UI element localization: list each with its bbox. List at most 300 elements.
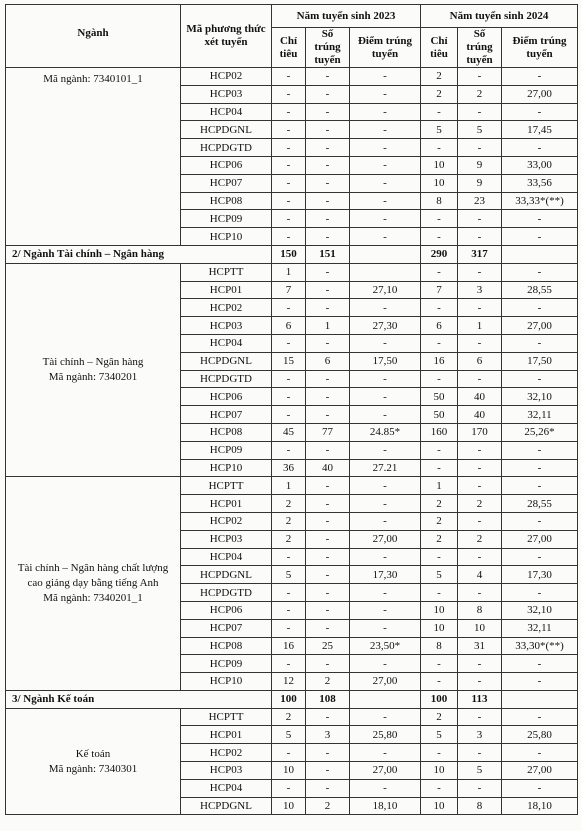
score-2024: 33,00	[502, 156, 578, 174]
admitted-2024: -	[458, 779, 502, 797]
quota-2024: 50	[421, 406, 458, 424]
score-2023: 23,50*	[350, 637, 421, 655]
quota-2023: -	[272, 156, 306, 174]
score-2023: 27,00	[350, 762, 421, 780]
admitted-2024: -	[458, 708, 502, 726]
score-2023: -	[350, 441, 421, 459]
quota-2024: -	[421, 139, 458, 157]
quota-2023: -	[272, 121, 306, 139]
quota-2024: 10	[421, 762, 458, 780]
quota-2023: -	[272, 744, 306, 762]
header-method: Mã phương thức xét tuyển	[181, 5, 272, 68]
quota-2023: -	[272, 139, 306, 157]
admitted-2024: -	[458, 548, 502, 566]
quota-2024: -	[421, 441, 458, 459]
score-2024: 18,10	[502, 797, 578, 815]
method-code: HCP01	[181, 281, 272, 299]
quota-2023: -	[272, 103, 306, 121]
score-2023: 17,30	[350, 566, 421, 584]
admitted-2024: 40	[458, 388, 502, 406]
admitted-2024: -	[458, 441, 502, 459]
score-2024: -	[502, 370, 578, 388]
score-2023: 27,00	[350, 673, 421, 691]
quota-2023: 12	[272, 673, 306, 691]
method-code: HCPTT	[181, 263, 272, 281]
method-code: HCP08	[181, 192, 272, 210]
quota-2024: -	[421, 228, 458, 246]
score-2024: 33,30*(**)	[502, 637, 578, 655]
score-2023: -	[350, 619, 421, 637]
quota-2023: 2	[272, 530, 306, 548]
score-2023: -	[350, 192, 421, 210]
admitted-2024: 5	[458, 762, 502, 780]
score-2024: -	[502, 744, 578, 762]
section-total-quota-2024: 100	[421, 690, 458, 708]
admitted-2024: 3	[458, 726, 502, 744]
score-2023: -	[350, 779, 421, 797]
quota-2023: -	[272, 619, 306, 637]
quota-2023: 2	[272, 708, 306, 726]
method-code: HCPDGTD	[181, 370, 272, 388]
major-line: cao giảng dạy bằng tiếng Anh	[27, 577, 159, 590]
admitted-2023: -	[306, 334, 350, 352]
score-2024: -	[502, 441, 578, 459]
quota-2024: 10	[421, 156, 458, 174]
score-2024: 32,11	[502, 406, 578, 424]
admitted-2023: -	[306, 174, 350, 192]
quota-2024: -	[421, 655, 458, 673]
quota-2023: 36	[272, 459, 306, 477]
method-code: HCP04	[181, 548, 272, 566]
quota-2024: -	[421, 103, 458, 121]
major-line: Tài chính – Ngân hàng	[42, 356, 144, 369]
score-2024: 32,10	[502, 388, 578, 406]
quota-2023: 6	[272, 317, 306, 335]
score-2023: -	[350, 584, 421, 602]
table-row	[6, 68, 578, 86]
admitted-2024: 170	[458, 423, 502, 441]
score-2023: -	[350, 744, 421, 762]
score-2024: 32,11	[502, 619, 578, 637]
score-2023: -	[350, 228, 421, 246]
admitted-2023: -	[306, 406, 350, 424]
score-2023: -	[350, 406, 421, 424]
admitted-2024: 8	[458, 797, 502, 815]
quota-2024: -	[421, 779, 458, 797]
score-2024: 17,30	[502, 566, 578, 584]
admitted-2024: 2	[458, 530, 502, 548]
table-row	[6, 477, 578, 495]
admitted-2023: 25	[306, 637, 350, 655]
score-2023: -	[350, 103, 421, 121]
score-2024: 27,00	[502, 85, 578, 103]
admitted-2024: 3	[458, 281, 502, 299]
section-total-score-2024	[502, 245, 578, 263]
method-code: HCP03	[181, 85, 272, 103]
quota-2023: -	[272, 370, 306, 388]
admitted-2024: 8	[458, 601, 502, 619]
score-2023: 27,10	[350, 281, 421, 299]
score-2023: -	[350, 370, 421, 388]
major-name-cell	[6, 263, 181, 477]
method-code: HCP09	[181, 441, 272, 459]
quota-2023: -	[272, 548, 306, 566]
admitted-2023: -	[306, 210, 350, 228]
score-2023: -	[350, 174, 421, 192]
major-line: Mã ngành: 7340301	[48, 762, 138, 775]
score-2023: -	[350, 85, 421, 103]
method-code: HCPDGTD	[181, 139, 272, 157]
section-header-row	[6, 690, 578, 708]
header-admitted-2024: Số trúng tuyển	[458, 28, 502, 68]
quota-2023: -	[272, 68, 306, 86]
score-2023	[350, 263, 421, 281]
quota-2023: -	[272, 441, 306, 459]
quota-2023: 2	[272, 512, 306, 530]
admitted-2023: 6	[306, 352, 350, 370]
score-2024: -	[502, 708, 578, 726]
admitted-2024: -	[458, 103, 502, 121]
quota-2023: 15	[272, 352, 306, 370]
quota-2024: -	[421, 370, 458, 388]
admitted-2023: -	[306, 477, 350, 495]
section-total-quota-2023: 100	[272, 690, 306, 708]
quota-2024: -	[421, 334, 458, 352]
admitted-2023: -	[306, 388, 350, 406]
admitted-2024: -	[458, 228, 502, 246]
score-2024: -	[502, 584, 578, 602]
method-code: HCP06	[181, 388, 272, 406]
quota-2023: -	[272, 584, 306, 602]
admitted-2024: -	[458, 477, 502, 495]
admitted-2024: -	[458, 68, 502, 86]
major-name-cell	[6, 708, 181, 815]
method-code: HCP10	[181, 673, 272, 691]
section-total-quota-2024: 290	[421, 245, 458, 263]
admitted-2024: -	[458, 744, 502, 762]
major-line: Tài chính – Ngân hàng chất lượng	[17, 562, 169, 575]
method-code: HCPTT	[181, 477, 272, 495]
admitted-2024: -	[458, 655, 502, 673]
quota-2024: 2	[421, 85, 458, 103]
score-2023: 18,10	[350, 797, 421, 815]
admitted-2023: -	[306, 156, 350, 174]
header-admitted-2023: Số trúng tuyển	[306, 28, 350, 68]
method-code: HCP07	[181, 619, 272, 637]
method-code: HCP09	[181, 655, 272, 673]
quota-2024: 2	[421, 530, 458, 548]
admitted-2023: -	[306, 68, 350, 86]
score-2023: -	[350, 121, 421, 139]
score-2024: 25,26*	[502, 423, 578, 441]
admitted-2023: -	[306, 441, 350, 459]
admitted-2023: -	[306, 762, 350, 780]
score-2024: -	[502, 139, 578, 157]
admitted-2024: 2	[458, 85, 502, 103]
quota-2023: -	[272, 85, 306, 103]
section-total-admitted-2023: 108	[306, 690, 350, 708]
score-2023: -	[350, 495, 421, 513]
quota-2023: 1	[272, 263, 306, 281]
method-code: HCP04	[181, 103, 272, 121]
quota-2024: 5	[421, 726, 458, 744]
header-year-2024: Năm tuyển sinh 2024	[421, 5, 578, 28]
quota-2023: 5	[272, 566, 306, 584]
admitted-2024: -	[458, 210, 502, 228]
admitted-2023: -	[306, 744, 350, 762]
score-2023: -	[350, 512, 421, 530]
method-code: HCP10	[181, 459, 272, 477]
quota-2023: -	[272, 779, 306, 797]
admitted-2023: -	[306, 121, 350, 139]
quota-2024: 10	[421, 619, 458, 637]
score-2024: -	[502, 512, 578, 530]
score-2024: 28,55	[502, 495, 578, 513]
admitted-2024: -	[458, 512, 502, 530]
method-code: HCP02	[181, 512, 272, 530]
admitted-2023: -	[306, 708, 350, 726]
quota-2023: 7	[272, 281, 306, 299]
admitted-2024: -	[458, 263, 502, 281]
major-line: Mã ngành: 7340201_1	[43, 592, 143, 605]
score-2024: 33,33*(**)	[502, 192, 578, 210]
score-2023: -	[350, 299, 421, 317]
method-code: HCP08	[181, 637, 272, 655]
section-title: 3/ Ngành Kế toán	[6, 690, 272, 708]
quota-2024: -	[421, 299, 458, 317]
quota-2024: -	[421, 548, 458, 566]
quota-2024: -	[421, 584, 458, 602]
admitted-2023: -	[306, 281, 350, 299]
score-2023: -	[350, 388, 421, 406]
admitted-2023: -	[306, 566, 350, 584]
admission-table	[5, 4, 578, 815]
quota-2024: 1	[421, 477, 458, 495]
admitted-2024: 23	[458, 192, 502, 210]
quota-2024: 2	[421, 512, 458, 530]
quota-2024: 16	[421, 352, 458, 370]
score-2023: -	[350, 601, 421, 619]
score-2024: 17,50	[502, 352, 578, 370]
method-code: HCPDGNL	[181, 797, 272, 815]
admitted-2024: -	[458, 673, 502, 691]
quota-2023: 1	[272, 477, 306, 495]
quota-2023: -	[272, 228, 306, 246]
quota-2023: 2	[272, 495, 306, 513]
admitted-2024: -	[458, 139, 502, 157]
method-code: HCP06	[181, 156, 272, 174]
quota-2024: 6	[421, 317, 458, 335]
score-2024: 27,00	[502, 317, 578, 335]
header-major: Ngành	[6, 5, 181, 68]
score-2024: -	[502, 673, 578, 691]
admitted-2024: -	[458, 334, 502, 352]
admitted-2023: 2	[306, 673, 350, 691]
quota-2024: 10	[421, 601, 458, 619]
header-score-2024: Điểm trúng tuyển	[502, 28, 578, 68]
quota-2024: 2	[421, 495, 458, 513]
section-title: 2/ Ngành Tài chính – Ngân hàng	[6, 245, 272, 263]
section-total-admitted-2023: 151	[306, 245, 350, 263]
admitted-2023: -	[306, 619, 350, 637]
method-code: HCP02	[181, 299, 272, 317]
admitted-2023: -	[306, 495, 350, 513]
score-2023: -	[350, 68, 421, 86]
score-2024: 17,45	[502, 121, 578, 139]
admitted-2024: 40	[458, 406, 502, 424]
quota-2024: -	[421, 263, 458, 281]
quota-2023: 5	[272, 726, 306, 744]
header-score-2023: Điểm trúng tuyển	[350, 28, 421, 68]
method-code: HCP06	[181, 601, 272, 619]
score-2024: -	[502, 210, 578, 228]
admitted-2024: 9	[458, 156, 502, 174]
quota-2023: -	[272, 655, 306, 673]
admitted-2023: -	[306, 139, 350, 157]
admitted-2023: -	[306, 530, 350, 548]
admitted-2024: 9	[458, 174, 502, 192]
score-2024: -	[502, 477, 578, 495]
score-2024: -	[502, 228, 578, 246]
score-2024: 27,00	[502, 762, 578, 780]
quota-2024: 10	[421, 797, 458, 815]
quota-2023: -	[272, 388, 306, 406]
quota-2024: -	[421, 210, 458, 228]
table-row	[6, 708, 578, 726]
method-code: HCP04	[181, 779, 272, 797]
quota-2024: 160	[421, 423, 458, 441]
table-body	[6, 68, 578, 815]
score-2024: -	[502, 548, 578, 566]
method-code: HCPDGNL	[181, 121, 272, 139]
score-2023: -	[350, 655, 421, 673]
admitted-2024: 6	[458, 352, 502, 370]
major-name-cell	[6, 477, 181, 691]
method-code: HCPTT	[181, 708, 272, 726]
admitted-2023: -	[306, 103, 350, 121]
method-code: HCP02	[181, 68, 272, 86]
quota-2024: -	[421, 459, 458, 477]
score-2024: -	[502, 779, 578, 797]
admitted-2023: 1	[306, 317, 350, 335]
score-2023: -	[350, 708, 421, 726]
admitted-2023: -	[306, 601, 350, 619]
method-code: HCP03	[181, 530, 272, 548]
method-code: HCP01	[181, 726, 272, 744]
score-2024: 27,00	[502, 530, 578, 548]
section-total-score-2023	[350, 245, 421, 263]
quota-2024: 7	[421, 281, 458, 299]
score-2024: -	[502, 299, 578, 317]
method-code: HCPDGTD	[181, 584, 272, 602]
quota-2024: -	[421, 673, 458, 691]
major-name-cell	[6, 68, 181, 246]
score-2024: 28,55	[502, 281, 578, 299]
admitted-2024: 5	[458, 121, 502, 139]
score-2023: 27.21	[350, 459, 421, 477]
method-code: HCPDGNL	[181, 352, 272, 370]
quota-2023: 45	[272, 423, 306, 441]
method-code: HCP02	[181, 744, 272, 762]
admitted-2023: -	[306, 228, 350, 246]
quota-2024: 8	[421, 637, 458, 655]
score-2023: 24.85*	[350, 423, 421, 441]
admitted-2024: 1	[458, 317, 502, 335]
admitted-2024: -	[458, 584, 502, 602]
quota-2024: 8	[421, 192, 458, 210]
score-2023: -	[350, 548, 421, 566]
admitted-2024: 10	[458, 619, 502, 637]
major-line: Mã ngành: 7340101_1	[43, 73, 143, 85]
admitted-2024: 31	[458, 637, 502, 655]
method-code: HCP09	[181, 210, 272, 228]
score-2023: 27,30	[350, 317, 421, 335]
method-code: HCP07	[181, 174, 272, 192]
quota-2024: 2	[421, 68, 458, 86]
score-2023: -	[350, 210, 421, 228]
quota-2023: -	[272, 210, 306, 228]
section-total-score-2023	[350, 690, 421, 708]
quota-2024: -	[421, 744, 458, 762]
method-code: HCPDGNL	[181, 566, 272, 584]
major-line: Mã ngành: 7340201	[48, 371, 138, 384]
admitted-2023: 2	[306, 797, 350, 815]
header-quota-2024: Chỉ tiêu	[421, 28, 458, 68]
score-2024: -	[502, 655, 578, 673]
score-2024: 25,80	[502, 726, 578, 744]
method-code: HCP03	[181, 317, 272, 335]
quota-2024: 5	[421, 566, 458, 584]
quota-2023: 10	[272, 797, 306, 815]
admitted-2023: 40	[306, 459, 350, 477]
admitted-2023: -	[306, 512, 350, 530]
admitted-2023: -	[306, 655, 350, 673]
quota-2023: -	[272, 174, 306, 192]
score-2024: -	[502, 68, 578, 86]
header-year-2023: Năm tuyển sinh 2023	[272, 5, 421, 28]
admitted-2023: -	[306, 584, 350, 602]
method-code: HCP04	[181, 334, 272, 352]
score-2023: 25,80	[350, 726, 421, 744]
score-2023: -	[350, 139, 421, 157]
admitted-2023: -	[306, 263, 350, 281]
header-quota-2023: Chỉ tiêu	[272, 28, 306, 68]
quota-2024: 10	[421, 174, 458, 192]
major-line: Kế toán	[75, 747, 111, 760]
score-2024: -	[502, 459, 578, 477]
admitted-2024: 2	[458, 495, 502, 513]
quota-2023: -	[272, 192, 306, 210]
admitted-2024: -	[458, 370, 502, 388]
admitted-2023: -	[306, 779, 350, 797]
admitted-2024: -	[458, 459, 502, 477]
section-total-score-2024	[502, 690, 578, 708]
quota-2023: -	[272, 601, 306, 619]
score-2024: -	[502, 103, 578, 121]
section-total-quota-2023: 150	[272, 245, 306, 263]
method-code: HCP01	[181, 495, 272, 513]
method-code: HCP08	[181, 423, 272, 441]
admitted-2024: 4	[458, 566, 502, 584]
score-2023: -	[350, 334, 421, 352]
admitted-2023: -	[306, 548, 350, 566]
score-2024: 32,10	[502, 601, 578, 619]
quota-2023: 16	[272, 637, 306, 655]
method-code: HCP03	[181, 762, 272, 780]
admitted-2023: -	[306, 299, 350, 317]
quota-2024: 50	[421, 388, 458, 406]
score-2023: -	[350, 156, 421, 174]
